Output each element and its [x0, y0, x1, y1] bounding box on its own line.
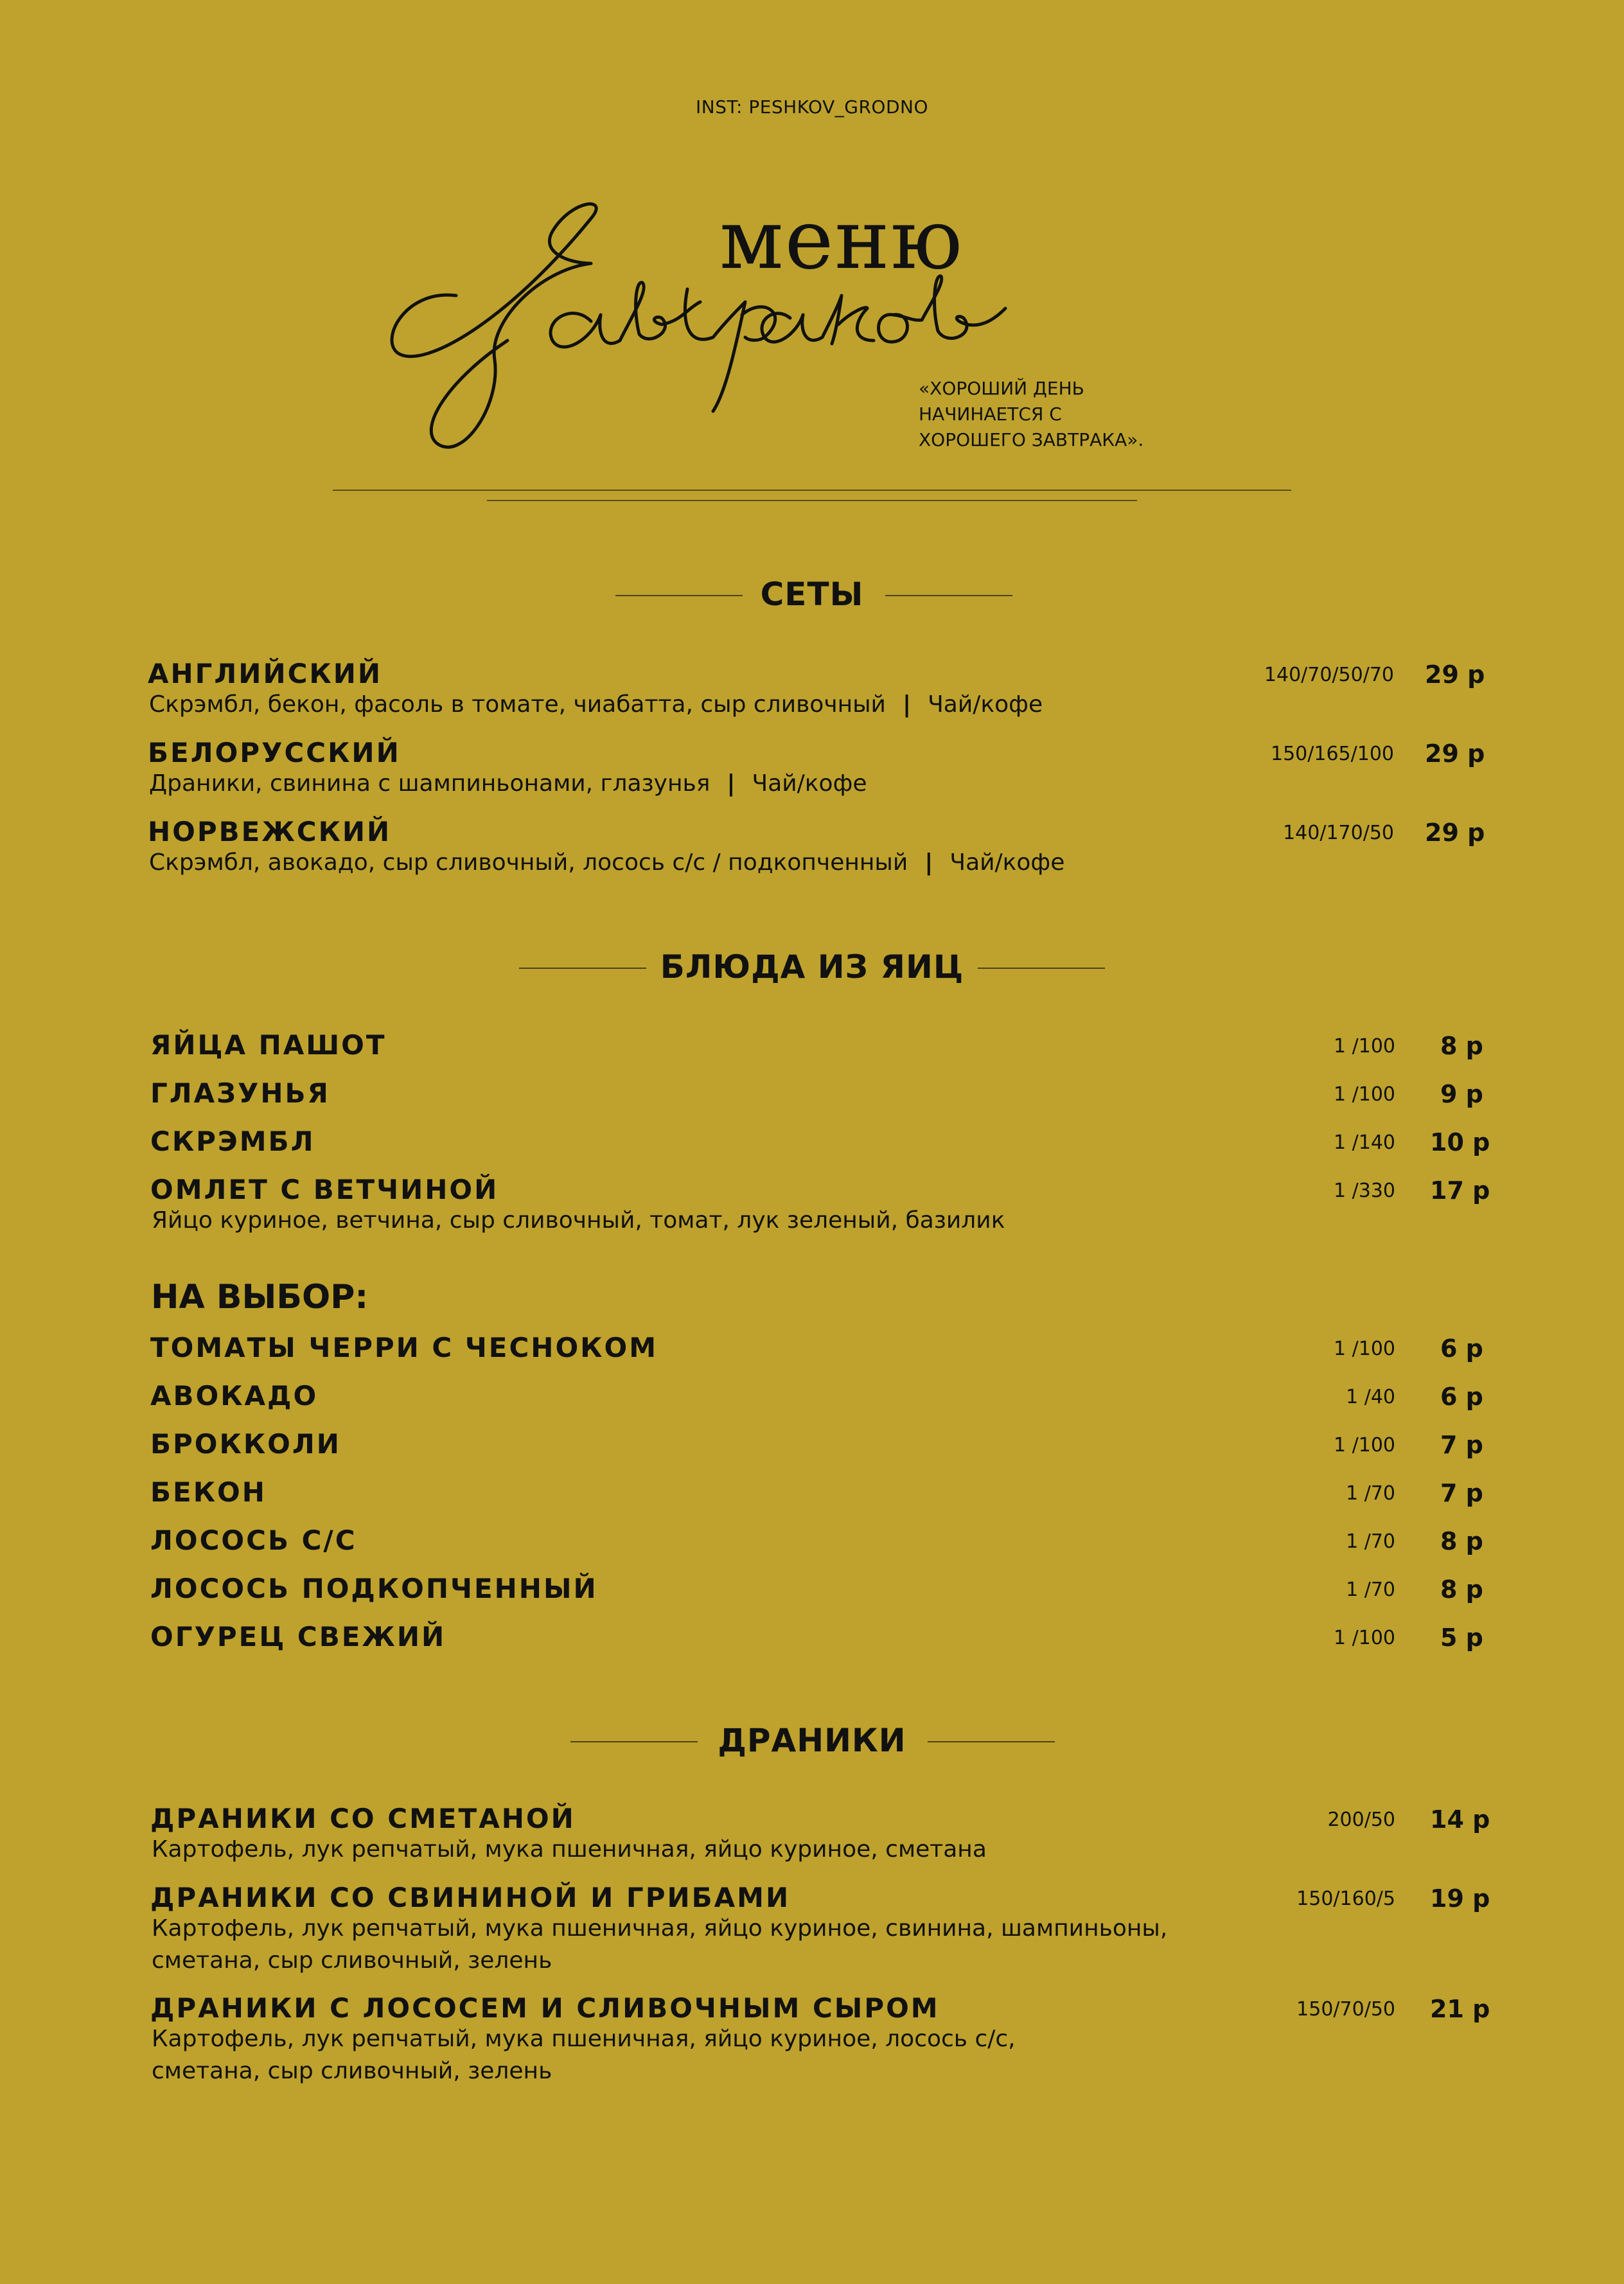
section-title-sets: СЕТЫ [760, 576, 864, 613]
menu-item-desc: Картофель, лук репчатый, мука пшеничная, яйцо куриное, свинина, шампиньоны, [152, 1915, 1168, 1942]
menu-item-name: ДРАНИКИ СО СВИНИНОЙ И ГРИБАМИ [150, 1882, 791, 1913]
menu-item-weight: 1 /70 [1346, 1579, 1395, 1601]
menu-item-weight: 150/160/5 [1296, 1888, 1395, 1910]
menu-item-price: 7 р [1440, 1431, 1483, 1459]
menu-item-weight: 1 /100 [1334, 1338, 1395, 1360]
menu-item-name: БРОККОЛИ [150, 1428, 341, 1460]
menu-item-price: 29 р [1425, 660, 1485, 689]
menu-item-weight: 1 /40 [1346, 1386, 1395, 1408]
menu-item-name: ЯЙЦА ПАШОТ [150, 1029, 387, 1061]
menu-item-weight: 150/70/50 [1296, 1998, 1395, 2021]
instagram-handle: INST: PESHKOV_GRODNO [695, 96, 928, 118]
tagline-line: ХОРОШЕГО ЗАВТРАКА». [919, 429, 1144, 450]
menu-item-desc: Яйцо куриное, ветчина, сыр сливочный, томат, лук зеленый, базилик [152, 1207, 1005, 1234]
menu-title-word: меню [719, 192, 964, 288]
menu-item-price: 14 р [1430, 1805, 1490, 1834]
menu-item-name: ДРАНИКИ С ЛОСОСЕМ И СЛИВОЧНЫМ СЫРОМ [150, 1992, 940, 2024]
menu-item-desc: Драники, свинина с шампиньонами, глазунья | Чай/кофе [149, 770, 867, 797]
menu-item-price: 17 р [1430, 1176, 1490, 1205]
menu-item-price: 6 р [1440, 1383, 1483, 1411]
menu-item-price: 7 р [1440, 1479, 1483, 1507]
tagline-quote [919, 376, 1143, 453]
menu-item-price: 29 р [1425, 739, 1485, 768]
section-title-choice: НА ВЫБОР: [151, 1278, 369, 1316]
tagline-line: НАЧИНАЕТСЯ С [919, 403, 1062, 425]
menu-item-desc: Скрэмбл, авокадо, сыр сливочный, лосось с/с / подкопченный | Чай/кофе [149, 849, 1065, 876]
menu-item-price: 6 р [1440, 1334, 1483, 1363]
menu-item-weight: 200/50 [1327, 1809, 1395, 1831]
tagline-line: «ХОРОШИЙ ДЕНЬ [919, 378, 1084, 399]
menu-item-name: БЕКОН [150, 1476, 267, 1508]
menu-item-name: ОГУРЕЦ СВЕЖИЙ [150, 1621, 446, 1652]
menu-item-desc: сметана, сыр сливочный, зелень [152, 2058, 552, 2084]
menu-item-price: 8 р [1440, 1527, 1483, 1555]
menu-item-weight: 150/165/100 [1271, 743, 1394, 765]
header-divider-top [333, 490, 1291, 491]
menu-item-price: 21 р [1430, 1995, 1490, 2023]
menu-item-desc: Скрэмбл, бекон, фасоль в томате, чиабатта, сыр сливочный | Чай/кофе [149, 691, 1043, 718]
section-title-eggs: БЛЮДА ИЗ ЯИЦ [660, 948, 964, 986]
menu-item-name: ЛОСОСЬ С/С [150, 1525, 357, 1556]
menu-item-name: ДРАНИКИ СО СМЕТАНОЙ [150, 1803, 576, 1834]
menu-item-price: 9 р [1440, 1080, 1483, 1108]
menu-item-weight: 1 /70 [1346, 1530, 1395, 1553]
menu-item-desc: сметана, сыр сливочный, зелень [152, 1947, 552, 1974]
menu-item-weight: 1 /100 [1334, 1627, 1395, 1649]
menu-item-price: 5 р [1440, 1624, 1483, 1652]
menu-item-name: АВОКАДО [150, 1380, 319, 1412]
menu-item-weight: 1 /330 [1334, 1180, 1395, 1202]
menu-item-price: 29 р [1425, 819, 1485, 847]
menu-item-weight: 1 /100 [1334, 1035, 1395, 1058]
menu-item-name: ГЛАЗУНЬЯ [150, 1077, 330, 1109]
menu-item-weight: 1 /100 [1334, 1083, 1395, 1106]
menu-item-price: 19 р [1430, 1884, 1490, 1913]
menu-item-desc: Картофель, лук репчатый, мука пшеничная, яйцо куриное, лосось с/с, [152, 2026, 1016, 2052]
menu-item-price: 8 р [1440, 1032, 1483, 1060]
menu-item-name: ЛОСОСЬ ПОДКОПЧЕННЫЙ [150, 1573, 598, 1604]
section-title-draniki: ДРАНИКИ [718, 1722, 906, 1759]
menu-item-name: СКРЭМБЛ [150, 1126, 315, 1157]
header-divider-bottom [487, 500, 1137, 501]
menu-item-weight: 1 /100 [1334, 1434, 1395, 1456]
menu-item-name: АНГЛИЙСКИЙ [148, 658, 383, 689]
menu-item-name: НОРВЕЖСКИЙ [148, 816, 392, 847]
menu-item-price: 10 р [1430, 1128, 1490, 1156]
section-line-right [978, 968, 1105, 969]
menu-item-name: БЕЛОРУССКИЙ [148, 737, 401, 768]
menu-item-weight: 1 /70 [1346, 1482, 1395, 1505]
section-line-right [928, 1741, 1055, 1742]
menu-item-name: ОМЛЕТ С ВЕТЧИНОЙ [150, 1174, 499, 1205]
menu-item-price: 8 р [1440, 1575, 1483, 1604]
menu-item-name: ТОМАТЫ ЧЕРРИ С ЧЕСНОКОМ [150, 1332, 658, 1363]
menu-item-weight: 140/170/50 [1283, 822, 1394, 844]
section-line-right [885, 595, 1012, 596]
menu-item-desc: Картофель, лук репчатый, мука пшеничная, яйцо куриное, сметана [152, 1836, 987, 1863]
menu-item-weight: 1 /140 [1334, 1131, 1395, 1154]
menu-item-weight: 140/70/50/70 [1264, 664, 1394, 686]
